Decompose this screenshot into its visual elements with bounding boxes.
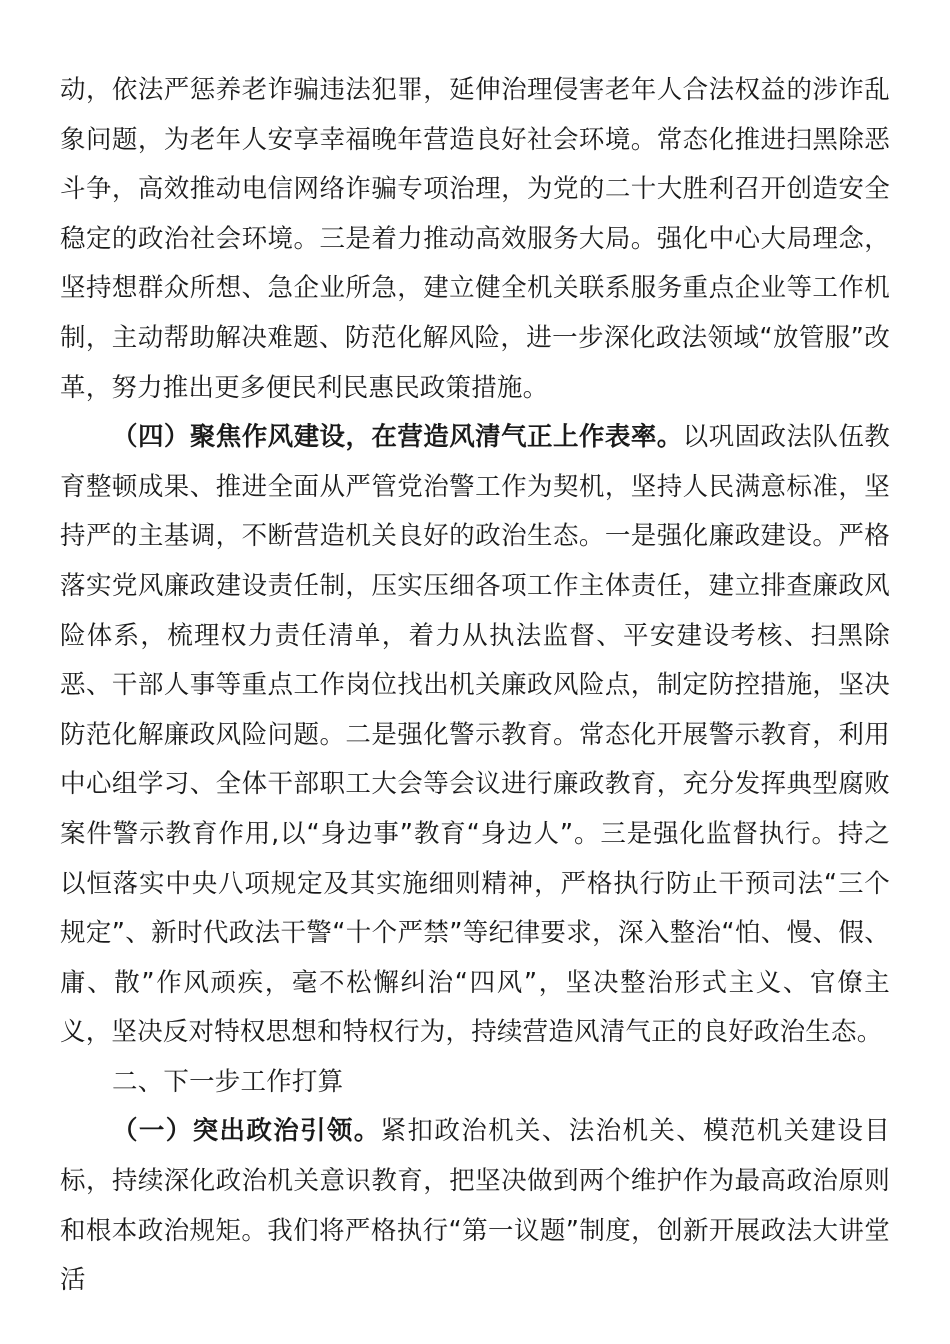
paragraph-political-leadership [60, 1107, 890, 1305]
paragraph-style-building [60, 413, 890, 1058]
document-body [60, 66, 890, 1306]
subheading-political-leadership: （一）突出政治引领。 [112, 1116, 381, 1147]
paragraph-style-building-text: 以巩固政法队伍教育整顿成果、推进全面从严管党治警工作为契机，坚持人民满意标准，坚持严的主基调，不断营造机关良好的政治生态。一是强化廉政建设。严格落实党风廉政建设责任制，压实压细各项工作主体责任，建立排查廉政风险体系，梳理权力责任清单，着力从执法监督、平安建设考核、扫黑除恶、干部人事等重点工作岗位找出机关廉政风险点，制定防控措施，坚决防范化解廉政风险问题。二是强化警示教育。常态化开展警示教育，利用中心组学习、全体干部职工大会等会议进行廉政教育，充分发挥典型腐败案件警示教育作用,以“身边事”教育“身边人”。三是强化监督执行。持之以恒落实中央八项规定及其实施细则精神，严格执行防止干预司法“三个规定”、新时代政法干警“十个严禁”等纪律要求，深入整治“怕、慢、假、庸、散”作风顽疾，毫不松懈纠治“四风”，坚决整治形式主义、官僚主义，坚决反对特权思想和特权行为，持续营造风清气正的良好政治生态。 [60, 422, 890, 1048]
subheading-style-building: （四）聚焦作风建设，在营造风清气正上作表率。 [112, 422, 683, 453]
paragraph-political-leadership-text: 紧扣政治机关、法治机关、模范机关建设目标，持续深化政治机关意识教育，把坚决做到两个维护作为最高政治原则和根本政治规矩。我们将严格执行“第一议题”制度，创新开展政法大讲堂活 [60, 1116, 890, 1296]
paragraph-continued [60, 66, 890, 413]
paragraph-continued-text: 动，依法严惩养老诈骗违法犯罪，延伸治理侵害老年人合法权益的涉诈乱象问题，为老年人安享幸福晚年营造良好社会环境。常态化推进扫黑除恶斗争，高效推动电信网络诈骗专项治理，为党的二十大胜利召开创造安全稳定的政治社会环境。三是着力推动高效服务大局。强化中心大局理念，坚持想群众所想、急企业所急，建立健全机关联系服务重点企业等工作机制，主动帮助解决难题、防范化解风险，进一步深化政法领域“放管服”改革，努力推出更多便民利民惠民政策措施。 [60, 75, 890, 403]
section-heading-next-steps [60, 1058, 890, 1108]
section-heading-next-steps-text: 二、下一步工作打算 [112, 1066, 344, 1097]
